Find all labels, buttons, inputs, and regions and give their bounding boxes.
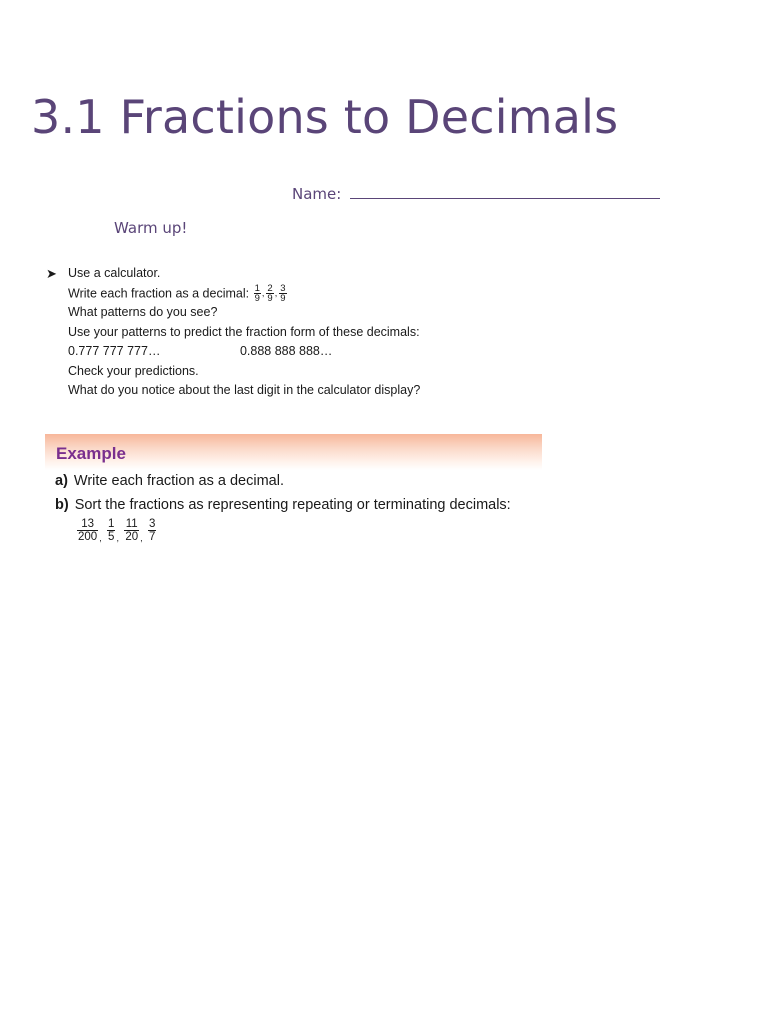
excerpt-text: What patterns do you see? (68, 305, 218, 319)
excerpt-line (46, 264, 466, 284)
item-label: a) (55, 473, 68, 489)
excerpt-text: Use your patterns to predict the fraction form of these decimals: (68, 324, 420, 339)
item-label: b) (55, 497, 69, 513)
example-heading: Example (56, 444, 126, 463)
example-box (45, 434, 542, 554)
name-label: Name: (292, 185, 342, 203)
decimal-a: 0.777 777 777… (68, 344, 161, 358)
fraction: $\frac{11}{20}$ (125, 518, 139, 543)
example-item-a (55, 473, 284, 489)
fraction: $\frac{3}{7}$ (148, 518, 156, 543)
fraction: $\frac{1}{9}$ (254, 282, 260, 304)
excerpt-text: Check your predictions. (68, 363, 199, 378)
arrow-icon: ➤ (46, 266, 57, 281)
warm-up-label: Warm up! (114, 219, 188, 237)
fraction: $\frac{2}{9}$ (267, 282, 273, 304)
item-text: Sort the fractions as representing repeating or terminating decimals: (74, 497, 511, 513)
excerpt-line (46, 303, 466, 323)
excerpt-line (46, 362, 466, 382)
excerpt-text: Use a calculator. (68, 266, 161, 280)
name-blank-line[interactable] (350, 182, 660, 199)
fraction: $\frac{1}{5}$ (108, 518, 115, 543)
fraction: $\frac{3}{9}$ (280, 282, 286, 304)
excerpt-line (46, 381, 466, 401)
excerpt-text: What do you notice about the last digit in the calculator display? (68, 383, 421, 397)
example-item-b (55, 497, 511, 513)
excerpt-line: Write each fraction as a decimal: $\frac{1}{9}$ , $\frac{2}{9}$ , $\frac{3}{9}$ (68, 282, 286, 304)
decimal-b: 0.888 888 888… (239, 344, 333, 358)
example-fractions: $\frac{13}{200}$ , $\frac{1}{5}$ , $\frac{11}{20}$ , $\frac{3}{7}$ (78, 518, 156, 543)
warm-up-excerpt (46, 264, 466, 401)
fraction: $\frac{13}{200}$ (78, 518, 98, 543)
excerpt-line (46, 342, 466, 362)
excerpt-line (46, 323, 466, 343)
page-title: 3.1 Fractions to Decimals (31, 90, 619, 144)
item-text: Write each fraction as a decimal. (73, 473, 284, 489)
excerpt-text: Write each fraction as a decimal: (68, 285, 250, 300)
name-field-row (292, 182, 660, 203)
